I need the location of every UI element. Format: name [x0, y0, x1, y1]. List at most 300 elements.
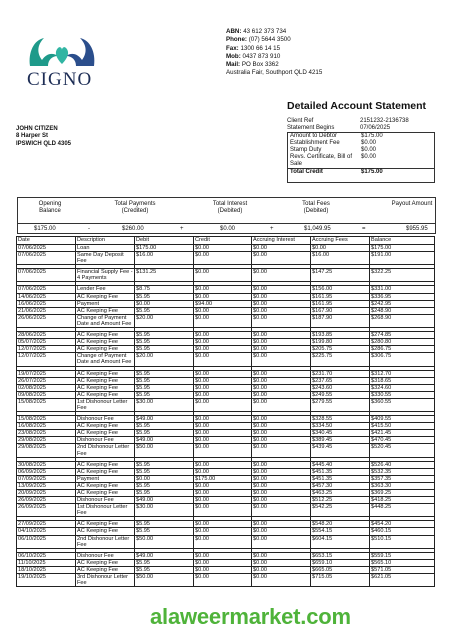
cell-description: AC Keeping Fee	[76, 423, 135, 430]
opening-balance-label: Opening Balance	[38, 201, 62, 214]
cell-balance: $520.45	[370, 444, 435, 457]
total-payments-label: Total Payments (Credited)	[114, 201, 156, 214]
right-swan-icon	[66, 38, 94, 66]
cell-accruing-interest: $0.00	[252, 559, 311, 566]
col-accruing-interest: Accruing Interest	[252, 237, 311, 245]
opening-balance-value: $175.00	[34, 225, 56, 232]
debtor-value: $175.00	[361, 133, 383, 139]
cell-debit: $5.95	[135, 521, 194, 528]
cell-description: AC Keeping Fee	[76, 293, 135, 300]
table-row	[17, 377, 435, 384]
statement-title: Detailed Account Statement	[287, 100, 427, 112]
statement-begins-label: Statement Begins	[287, 125, 335, 132]
table-row	[17, 497, 435, 504]
cell-credit: $0.00	[194, 339, 252, 346]
cell-balance: $418.25	[370, 497, 435, 504]
plus-operator-2: +	[270, 225, 274, 232]
table-row	[17, 437, 435, 444]
table-row	[17, 552, 435, 559]
table-row	[17, 559, 435, 566]
cell-accruing-fees: $0.00	[311, 245, 370, 252]
cell-credit: $0.00	[194, 245, 252, 252]
cell-description: Dishonour Fee	[76, 497, 135, 504]
cell-accruing-interest: $0.00	[252, 353, 311, 366]
table-row	[17, 521, 435, 528]
cell-accruing-fees: $548.20	[311, 521, 370, 528]
cell-description: AC Keeping Fee	[76, 559, 135, 566]
cell-debit: $49.00	[135, 437, 194, 444]
stamp-label: Stamp Duty	[290, 147, 322, 154]
cell-accruing-interest: $0.00	[252, 566, 311, 573]
cell-balance: $274.85	[370, 332, 435, 339]
cell-accruing-fees: $542.25	[311, 504, 370, 517]
totals-values-row	[18, 223, 435, 234]
cell-debit: $5.95	[135, 332, 194, 339]
cell-accruing-interest: $0.00	[252, 332, 311, 339]
cell-credit: $0.00	[194, 332, 252, 339]
cell-debit: $5.95	[135, 293, 194, 300]
cell-date: 30/08/2025	[17, 461, 76, 468]
establishment-label: Establishment Fee	[290, 140, 340, 147]
table-row	[17, 269, 435, 282]
table-row	[17, 252, 435, 265]
brand-wordmark: CIGNO	[27, 69, 93, 90]
mail-city-line: Australia Fair, Southport QLD 4215	[226, 69, 323, 77]
cell-date: 12/07/2025	[17, 353, 76, 366]
cell-date: 12/07/2025	[17, 346, 76, 353]
table-row	[17, 307, 435, 314]
cell-debit: $5.95	[135, 566, 194, 573]
cell-accruing-fees: $279.55	[311, 398, 370, 411]
cell-debit: $5.95	[135, 528, 194, 535]
cell-balance: $571.05	[370, 566, 435, 573]
table-row	[17, 245, 435, 252]
fax-line: Fax: 1300 66 14 15	[226, 44, 281, 52]
cell-accruing-interest: $0.00	[252, 391, 311, 398]
cell-accruing-fees: $147.25	[311, 269, 370, 282]
cell-credit: $0.00	[194, 286, 252, 293]
cell-debit: $50.00	[135, 535, 194, 548]
cell-accruing-interest: $0.00	[252, 461, 311, 468]
cell-balance: $532.35	[370, 468, 435, 475]
cell-description: Dishonour Fee	[76, 552, 135, 559]
cell-balance: $526.40	[370, 461, 435, 468]
cell-description: AC Keeping Fee	[76, 307, 135, 314]
cell-accruing-interest: $0.00	[252, 423, 311, 430]
cell-credit: $0.00	[194, 437, 252, 444]
customer-address	[16, 126, 71, 148]
cell-accruing-fees: $237.65	[311, 377, 370, 384]
cell-debit: $5.95	[135, 482, 194, 489]
cell-accruing-fees: $604.15	[311, 535, 370, 548]
cell-date: 06/10/2025	[17, 535, 76, 548]
cell-date: 26/06/2025	[17, 314, 76, 327]
table-row	[17, 384, 435, 391]
cell-debit: $49.00	[135, 497, 194, 504]
cell-debit: $30.00	[135, 504, 194, 517]
cell-description: AC Keeping Fee	[76, 346, 135, 353]
cell-description: Financial Supply Fee - 4 Payments	[77, 269, 133, 282]
cell-credit: $0.00	[194, 391, 252, 398]
cell-date: 16/08/2025	[17, 423, 76, 430]
cell-date: 07/06/2025	[17, 269, 76, 282]
cell-date: 15/08/2025	[17, 416, 76, 423]
cell-accruing-fees: $161.95	[311, 293, 370, 300]
cell-description: 1st Dishonour Letter Fee	[76, 398, 135, 411]
cell-accruing-fees: $512.25	[311, 497, 370, 504]
statement-reference	[287, 118, 409, 132]
heart-center-icon	[56, 47, 68, 64]
cell-accruing-interest: $0.00	[252, 314, 311, 327]
total-interest-value: $0.00	[220, 225, 236, 232]
table-row	[17, 300, 435, 307]
table-row	[17, 353, 435, 366]
cell-accruing-fees: $445.40	[311, 461, 370, 468]
total-fees-label: Total Fees (Debited)	[302, 201, 330, 214]
table-row	[17, 535, 435, 548]
cell-accruing-fees: $389.45	[311, 437, 370, 444]
cell-balance: $191.00	[370, 252, 435, 265]
cell-balance: $324.60	[370, 384, 435, 391]
cell-accruing-interest: $0.00	[252, 430, 311, 437]
client-ref-value: 2151232-2136738	[360, 118, 409, 124]
minus-operator: -	[88, 225, 90, 232]
cigno-swans-logo	[22, 30, 102, 70]
cell-balance: $280.80	[370, 339, 435, 346]
table-row	[17, 346, 435, 353]
cell-credit: $175.00	[194, 475, 252, 482]
cell-date: 29/08/2025	[17, 437, 76, 444]
cell-description: 3rd Dishonour Letter Fee	[76, 574, 135, 587]
cell-description: AC Keeping Fee	[76, 377, 135, 384]
cell-description: Change of Payment Date and Amount Fee	[76, 353, 135, 366]
cell-balance: $470.45	[370, 437, 435, 444]
table-row	[17, 332, 435, 339]
cell-date: 23/08/2025	[17, 430, 76, 437]
cell-credit: $0.00	[194, 528, 252, 535]
cell-balance: $175.00	[370, 245, 435, 252]
cell-description: AC Keeping Fee	[76, 384, 135, 391]
payout-amount-label: Payout Amount	[391, 201, 433, 207]
cell-accruing-interest: $0.00	[252, 490, 311, 497]
cell-accruing-interest: $0.00	[252, 346, 311, 353]
cell-debit: $49.00	[135, 416, 194, 423]
cell-date: 27/09/2025	[17, 521, 76, 528]
total-payments-value: $260.00	[122, 225, 144, 232]
table-row	[17, 475, 435, 482]
cell-description: AC Keeping Fee	[76, 490, 135, 497]
cell-accruing-fees: $554.15	[311, 528, 370, 535]
table-row	[17, 461, 435, 468]
cell-accruing-fees: $439.45	[311, 444, 370, 457]
cell-accruing-interest: $0.00	[252, 574, 311, 587]
cell-debit: $5.95	[135, 430, 194, 437]
cell-accruing-fees: $231.70	[311, 370, 370, 377]
cell-accruing-interest: $0.00	[252, 444, 311, 457]
cell-balance: $621.05	[370, 574, 435, 587]
equals-operator: =	[362, 225, 366, 232]
cell-date: 07/06/2025	[17, 286, 76, 293]
cell-date: 15/08/2025	[17, 398, 76, 411]
cell-credit: $0.00	[194, 535, 252, 548]
cell-debit: $5.95	[135, 346, 194, 353]
cell-accruing-fees: $205.75	[311, 346, 370, 353]
cell-credit: $0.00	[194, 559, 252, 566]
cell-accruing-fees: $653.15	[311, 552, 370, 559]
cell-accruing-interest: $0.00	[252, 552, 311, 559]
cell-credit: $0.00	[194, 430, 252, 437]
cell-debit: $49.00	[135, 552, 194, 559]
cell-debit: $175.00	[135, 245, 194, 252]
cell-description: Dishonour Fee	[76, 416, 135, 423]
table-row	[17, 286, 435, 293]
transaction-ledger	[16, 236, 435, 587]
col-date: Date	[17, 237, 76, 245]
table-row	[17, 416, 435, 423]
cell-balance: $242.95	[370, 300, 435, 307]
cell-balance: $510.15	[370, 535, 435, 548]
cell-debit: $5.95	[135, 423, 194, 430]
cell-description: Change of Payment Date and Amount Fee	[76, 314, 135, 327]
cell-debit: $50.00	[135, 444, 194, 457]
cell-debit: $8.75	[135, 286, 194, 293]
table-row	[17, 482, 435, 489]
cell-accruing-interest: $0.00	[252, 528, 311, 535]
cell-debit: $16.00	[135, 252, 194, 265]
total-credit-value: $175.00	[361, 169, 383, 176]
cell-accruing-interest: $0.00	[252, 293, 311, 300]
cell-debit: $5.95	[135, 391, 194, 398]
cell-balance: $360.55	[370, 398, 435, 411]
cell-credit: $0.00	[194, 269, 252, 282]
cell-accruing-interest: $0.00	[252, 252, 311, 265]
cell-accruing-interest: $0.00	[252, 300, 311, 307]
cell-accruing-fees: $665.05	[311, 566, 370, 573]
cell-balance: $448.25	[370, 504, 435, 517]
cell-debit: $5.95	[135, 384, 194, 391]
cell-debit: $5.95	[135, 339, 194, 346]
cell-credit: $0.00	[194, 314, 252, 327]
cell-balance: $357.35	[370, 475, 435, 482]
cell-date: 05/07/2025	[17, 339, 76, 346]
cell-credit: $0.00	[194, 461, 252, 468]
cell-description: AC Keeping Fee	[76, 566, 135, 573]
cell-credit: $0.00	[194, 490, 252, 497]
table-row	[17, 314, 435, 327]
cell-accruing-fees: $225.75	[311, 353, 370, 366]
cell-date: 26/09/2025	[17, 504, 76, 517]
cell-balance: $421.45	[370, 430, 435, 437]
cell-debit: $20.00	[135, 314, 194, 327]
debtor-label: Amount to Debtor	[290, 133, 338, 139]
cell-description: AC Keeping Fee	[76, 430, 135, 437]
cell-date: 07/06/2025	[17, 252, 76, 265]
table-row	[17, 444, 435, 457]
watermark: alaweermarket.com	[150, 604, 351, 629]
cell-date: 09/08/2025	[17, 391, 76, 398]
cell-debit: $0.00	[135, 475, 194, 482]
cell-balance: $409.55	[370, 416, 435, 423]
cell-description: AC Keeping Fee	[76, 339, 135, 346]
cell-accruing-interest: $0.00	[252, 482, 311, 489]
customer-street: 8 Harper St	[16, 133, 49, 140]
cell-date: 07/06/2025	[17, 245, 76, 252]
client-ref-label: Client Ref	[287, 118, 314, 124]
cell-accruing-interest: $0.00	[252, 339, 311, 346]
cell-balance: $454.20	[370, 521, 435, 528]
cell-accruing-interest: $0.00	[252, 245, 311, 252]
revs-label: Revs. Certificate, Bill of Sale	[290, 154, 353, 168]
col-accruing-fees: Accruing Fees	[311, 237, 370, 245]
mob-line: Mob: 0437 873 910	[226, 52, 281, 60]
cell-credit: $0.00	[194, 252, 252, 265]
ledger-header-row	[17, 237, 435, 245]
cell-credit: $0.00	[194, 353, 252, 366]
cell-balance: $322.25	[370, 269, 435, 282]
cell-credit: $0.00	[194, 552, 252, 559]
cell-accruing-fees: $659.10	[311, 559, 370, 566]
cell-accruing-fees: $457.30	[311, 482, 370, 489]
table-row	[17, 566, 435, 573]
cell-accruing-interest: $0.00	[252, 437, 311, 444]
table-row	[17, 430, 435, 437]
company-details	[226, 28, 322, 78]
cell-description: AC Keeping Fee	[76, 482, 135, 489]
cell-date: 20/09/2025	[17, 490, 76, 497]
stamp-value: $0.00	[361, 147, 377, 154]
cell-debit: $0.00	[135, 300, 194, 307]
total-credit-label: Total Credit	[290, 169, 323, 176]
cell-balance: $306.75	[370, 353, 435, 366]
cell-credit: $0.00	[194, 497, 252, 504]
cell-description: Same Day Deposit Fee	[76, 252, 135, 265]
cell-accruing-interest: $0.00	[252, 535, 311, 548]
cell-credit: $0.00	[194, 346, 252, 353]
cell-credit: $0.00	[194, 307, 252, 314]
cell-accruing-fees: $167.90	[311, 307, 370, 314]
col-description: Description	[76, 237, 135, 245]
cell-accruing-interest: $0.00	[252, 497, 311, 504]
table-row	[17, 423, 435, 430]
left-swan-icon	[30, 38, 58, 66]
cell-credit: $0.00	[194, 521, 252, 528]
cell-date: 14/06/2025	[17, 293, 76, 300]
cell-accruing-fees: $451.35	[311, 468, 370, 475]
cell-accruing-interest: $0.00	[252, 521, 311, 528]
cell-accruing-fees: $193.85	[311, 332, 370, 339]
cell-credit: $0.00	[194, 370, 252, 377]
cell-accruing-fees: $243.60	[311, 384, 370, 391]
cell-date: 16/06/2025	[17, 300, 76, 307]
cell-accruing-fees: $249.55	[311, 391, 370, 398]
cell-description: Payment	[76, 300, 135, 307]
table-row	[17, 398, 435, 411]
cell-credit: $0.00	[194, 384, 252, 391]
credit-summary-box	[287, 132, 435, 183]
table-row	[17, 293, 435, 300]
cell-accruing-fees: $334.50	[311, 423, 370, 430]
cell-credit: $0.00	[194, 468, 252, 475]
cell-date: 11/10/2025	[17, 559, 76, 566]
cell-accruing-interest: $0.00	[252, 307, 311, 314]
cell-accruing-interest: $0.00	[252, 370, 311, 377]
col-balance: Balance	[370, 237, 435, 245]
table-row	[17, 391, 435, 398]
cell-debit: $5.95	[135, 559, 194, 566]
cell-date: 26/07/2025	[17, 377, 76, 384]
cell-accruing-fees: $199.80	[311, 339, 370, 346]
totals-bar	[17, 197, 436, 234]
cell-balance: $318.65	[370, 377, 435, 384]
cell-date: 06/09/2025	[17, 468, 76, 475]
col-debit: Debit	[135, 237, 194, 245]
cell-accruing-fees: $715.05	[311, 574, 370, 587]
cell-balance: $336.95	[370, 293, 435, 300]
cell-balance: $312.70	[370, 370, 435, 377]
cell-date: 19/10/2025	[17, 574, 76, 587]
cell-description: Lender Fee	[76, 286, 135, 293]
cell-balance: $330.55	[370, 391, 435, 398]
cell-credit: $0.00	[194, 504, 252, 517]
cell-balance: $268.90	[370, 314, 435, 327]
establishment-value: $0.00	[361, 140, 377, 147]
ledger-body	[17, 245, 435, 587]
cell-balance: $460.15	[370, 528, 435, 535]
cell-description: AC Keeping Fee	[76, 461, 135, 468]
cell-balance: $369.25	[370, 490, 435, 497]
cell-accruing-interest: $0.00	[252, 377, 311, 384]
mail-line: Mail: PO Box 3362	[226, 61, 279, 69]
cell-date: 26/09/2025	[17, 497, 76, 504]
customer-name: JOHN CITIZEN	[16, 126, 58, 132]
cell-description: AC Keeping Fee	[76, 332, 135, 339]
statement-begins-value: 07/06/2025	[360, 125, 391, 132]
revs-value: $0.00	[361, 154, 377, 161]
cell-description: AC Keeping Fee	[76, 468, 135, 475]
cell-accruing-interest: $0.00	[252, 475, 311, 482]
table-row	[17, 339, 435, 346]
cell-date: 07/09/2025	[17, 475, 76, 482]
cell-description: Loan	[76, 245, 135, 252]
cell-description: AC Keeping Fee	[76, 521, 135, 528]
customer-city: IPSWICH QLD 4305	[16, 140, 72, 147]
cell-credit: $0.00	[194, 398, 252, 411]
cell-accruing-interest: $0.00	[252, 398, 311, 411]
cell-credit: $0.00	[194, 416, 252, 423]
cell-description: 1st Dishonour Letter Fee	[76, 504, 135, 517]
cell-date: 18/10/2025	[17, 566, 76, 573]
cell-credit: $0.00	[194, 566, 252, 573]
cell-balance: $363.30	[370, 482, 435, 489]
cell-date: 21/06/2025	[17, 307, 76, 314]
cell-debit: $50.00	[135, 574, 194, 587]
cell-debit: $5.95	[135, 468, 194, 475]
cell-date: 04/10/2025	[17, 528, 76, 535]
cell-accruing-fees: $451.35	[311, 475, 370, 482]
cell-accruing-fees: $340.45	[311, 430, 370, 437]
cell-date: 13/09/2025	[17, 482, 76, 489]
cell-balance: $248.90	[370, 307, 435, 314]
cell-accruing-fees: $156.00	[311, 286, 370, 293]
cell-debit: $131.25	[135, 269, 194, 282]
cell-accruing-interest: $0.00	[252, 416, 311, 423]
cell-accruing-interest: $0.00	[252, 468, 311, 475]
payout-amount-value: $955.95	[406, 225, 428, 232]
cell-accruing-fees: $463.25	[311, 490, 370, 497]
cell-description: Payment	[76, 475, 135, 482]
cell-balance: $286.75	[370, 346, 435, 353]
cell-debit: $5.95	[135, 307, 194, 314]
